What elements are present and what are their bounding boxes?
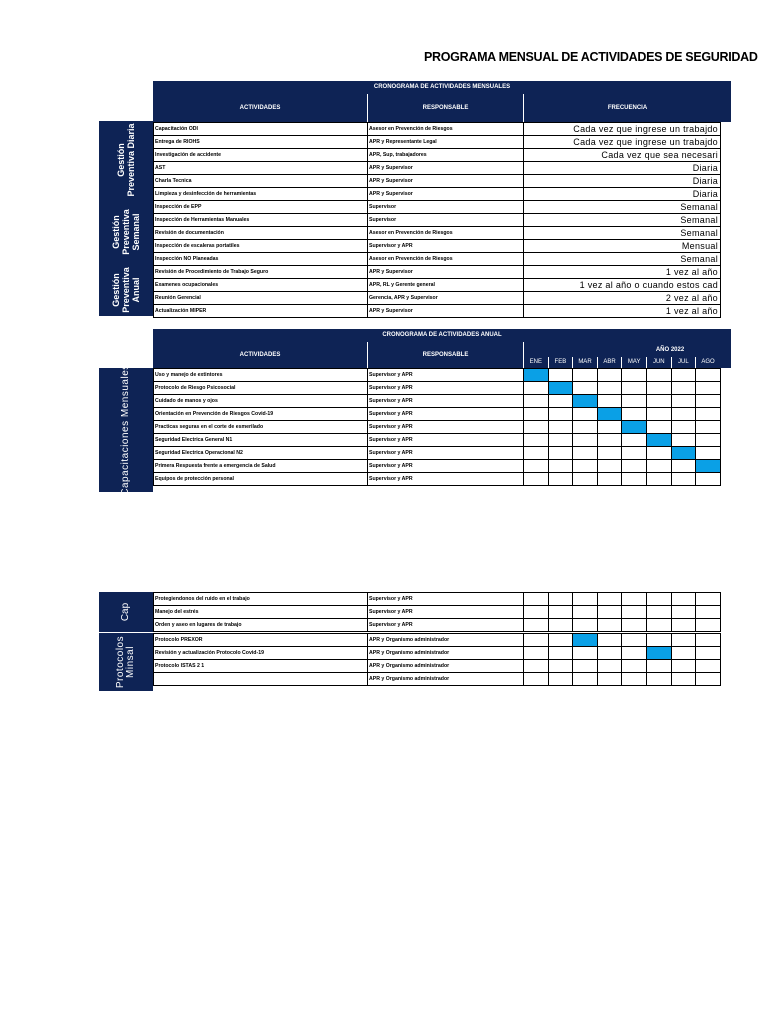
responsable-cell: APR y Representante Legal	[368, 136, 524, 149]
responsable-cell: APR y Organismo administrador	[368, 647, 524, 660]
month-cell	[524, 606, 549, 619]
group-label-capacitaciones: Capacitaciones Mensuales	[99, 368, 153, 492]
responsable-cell: Supervisor y APR	[368, 447, 524, 460]
month-cell	[573, 606, 598, 619]
activity-cell: Inspección de Herramientas Manuales	[154, 214, 368, 227]
month-cell	[696, 434, 721, 447]
month-cell	[671, 593, 696, 606]
activity-cell: Protocolo ISTAS 2 1	[154, 660, 368, 673]
table-row	[154, 253, 721, 266]
month-cell	[548, 447, 573, 460]
activity-cell: Revisión y actualización Protocolo Covid-19	[154, 647, 368, 660]
month-cell	[597, 606, 622, 619]
group-label-diaria: Gestión Preventiva Diaria	[99, 121, 153, 199]
table-row	[154, 214, 721, 227]
frecuencia-cell: Cada vez que sea necesari	[524, 149, 721, 162]
activity-cell: Equipos de protección personal	[154, 473, 368, 486]
month-cell	[548, 460, 573, 473]
activity-cell: Entrega de RIOHS	[154, 136, 368, 149]
annual-col-activities: ACTIVIDADES	[153, 342, 367, 368]
month-cell	[622, 408, 647, 421]
month-cell	[696, 421, 721, 434]
month-cell	[696, 382, 721, 395]
month-cell	[548, 421, 573, 434]
month-cell	[548, 606, 573, 619]
table-row	[154, 266, 721, 279]
table-row	[154, 136, 721, 149]
activity-cell: Limpieza y desinfección de herramientas	[154, 188, 368, 201]
month-cell	[671, 606, 696, 619]
group-label-protocolos: Protocolos Minsal	[99, 633, 153, 691]
month-cell	[573, 660, 598, 673]
month-cell	[573, 619, 598, 632]
annual-title: CRONOGRAMA DE ACTIVIDADES ANUAL	[153, 329, 731, 342]
month-cell	[646, 408, 671, 421]
table-row	[154, 606, 721, 619]
table-row	[154, 421, 721, 434]
responsable-cell: Gerencia, APR y Supervisor	[368, 292, 524, 305]
activity-cell: Primera Respuesta frente a emergencia de Salud	[154, 460, 368, 473]
month-cell	[671, 369, 696, 382]
month-cell	[696, 460, 721, 473]
responsable-cell: Supervisor y APR	[368, 421, 524, 434]
month-cell	[548, 408, 573, 421]
month-cell	[671, 447, 696, 460]
month-cell	[646, 369, 671, 382]
month-cell	[696, 606, 721, 619]
table-row	[154, 201, 721, 214]
month-cell	[597, 634, 622, 647]
month-cell	[622, 460, 647, 473]
monthly-table	[153, 122, 721, 318]
responsable-cell: Supervisor	[368, 214, 524, 227]
month-cell	[696, 447, 721, 460]
month-cell	[646, 593, 671, 606]
activity-cell: Protocolo PREXOR	[154, 634, 368, 647]
month-cell	[622, 606, 647, 619]
table-row	[154, 634, 721, 647]
month-cell	[671, 673, 696, 686]
month-cell	[524, 647, 549, 660]
responsable-cell: Supervisor y APR	[368, 369, 524, 382]
month-cell	[646, 634, 671, 647]
responsable-cell: APR y Supervisor	[368, 175, 524, 188]
month-header-jul: JUL	[671, 357, 696, 368]
month-cell	[548, 382, 573, 395]
month-cell	[646, 660, 671, 673]
month-cell	[696, 593, 721, 606]
responsable-cell: Supervisor y APR	[368, 593, 524, 606]
month-cell	[573, 460, 598, 473]
month-cell	[622, 593, 647, 606]
month-cell	[597, 660, 622, 673]
activity-cell: Reunión Gerencial	[154, 292, 368, 305]
activity-cell: Charla Tecnica	[154, 175, 368, 188]
table-row	[154, 162, 721, 175]
month-cell	[622, 660, 647, 673]
responsable-cell: Asesor en Prevención de Riesgos	[368, 227, 524, 240]
responsable-cell: Supervisor y APR	[368, 434, 524, 447]
month-cell	[524, 382, 549, 395]
activity-cell: Protocolo de Riesgo Psicosocial	[154, 382, 368, 395]
responsable-cell: APR y Supervisor	[368, 266, 524, 279]
month-cell	[524, 447, 549, 460]
activity-cell: AST	[154, 162, 368, 175]
month-cell	[671, 434, 696, 447]
activity-cell: Inspección de escaleras portatiles	[154, 240, 368, 253]
frecuencia-cell: Semanal	[524, 201, 721, 214]
activity-cell: Orden y aseo en lugares de trabajo	[154, 619, 368, 632]
table-row	[154, 149, 721, 162]
month-cell	[696, 408, 721, 421]
month-header-ago: AGO	[695, 357, 720, 368]
month-cell	[646, 619, 671, 632]
month-cell	[597, 421, 622, 434]
responsable-cell: Supervisor y APR	[368, 382, 524, 395]
month-cell	[573, 473, 598, 486]
frecuencia-cell: 2 vez al año	[524, 292, 721, 305]
monthly-col-activities: ACTIVIDADES	[153, 94, 367, 122]
month-cell	[696, 673, 721, 686]
month-cell	[646, 606, 671, 619]
responsable-cell: Asesor en Prevención de Riesgos	[368, 253, 524, 266]
month-cell	[671, 395, 696, 408]
month-cell	[671, 634, 696, 647]
activity-cell: Seguridad Electrica Operacional N2	[154, 447, 368, 460]
month-header-ene: ENE	[523, 357, 548, 368]
table-row	[154, 619, 721, 632]
activity-cell: Inspección de EPP	[154, 201, 368, 214]
month-cell	[548, 395, 573, 408]
month-cell	[671, 647, 696, 660]
group-label-cap: Cap	[99, 592, 153, 632]
responsable-cell: Supervisor y APR	[368, 473, 524, 486]
month-cell	[646, 421, 671, 434]
month-cell	[597, 473, 622, 486]
activity-cell: Capacitación ODI	[154, 123, 368, 136]
table-row	[154, 460, 721, 473]
activity-cell: Manejo del estrés	[154, 606, 368, 619]
responsable-cell: APR y Supervisor	[368, 188, 524, 201]
month-cell	[696, 369, 721, 382]
table-row	[154, 382, 721, 395]
frecuencia-cell: Diaria	[524, 175, 721, 188]
month-cell	[622, 395, 647, 408]
activity-cell: Revisión de documentación	[154, 227, 368, 240]
table-row	[154, 395, 721, 408]
month-header-mar: MAR	[572, 357, 597, 368]
month-cell	[622, 619, 647, 632]
table-row	[154, 673, 721, 686]
month-cell	[524, 434, 549, 447]
month-cell	[622, 673, 647, 686]
month-cell	[671, 660, 696, 673]
table-row	[154, 647, 721, 660]
activity-cell: Orientación en Prevención de Riesgos Covid-19	[154, 408, 368, 421]
responsable-cell: APR y Organismo administrador	[368, 660, 524, 673]
month-cell	[696, 647, 721, 660]
month-cell	[524, 460, 549, 473]
table-row	[154, 593, 721, 606]
month-cell	[573, 447, 598, 460]
month-cell	[597, 434, 622, 447]
month-header-jun: JUN	[646, 357, 671, 368]
month-cell	[524, 395, 549, 408]
annual-table-3	[153, 633, 721, 686]
activity-cell: Revisión de Procedimiento de Trabajo Seguro	[154, 266, 368, 279]
month-cell	[622, 473, 647, 486]
table-row	[154, 305, 721, 318]
month-cell	[524, 421, 549, 434]
responsable-cell: APR y Organismo administrador	[368, 634, 524, 647]
table-row	[154, 240, 721, 253]
month-cell	[696, 634, 721, 647]
month-cell	[548, 634, 573, 647]
month-header-feb: FEB	[548, 357, 573, 368]
month-cell	[646, 460, 671, 473]
frecuencia-cell: 1 vez al año o cuando estos cad	[524, 279, 721, 292]
month-cell	[573, 634, 598, 647]
month-cell	[646, 382, 671, 395]
table-row	[154, 175, 721, 188]
month-cell	[696, 660, 721, 673]
month-cell	[597, 619, 622, 632]
responsable-cell: Supervisor y APR	[368, 619, 524, 632]
month-cell	[646, 673, 671, 686]
month-cell	[524, 593, 549, 606]
month-cell	[573, 408, 598, 421]
month-cell	[622, 447, 647, 460]
frecuencia-cell: Diaria	[524, 188, 721, 201]
frecuencia-cell: Semanal	[524, 227, 721, 240]
month-cell	[548, 434, 573, 447]
annual-table-1	[153, 368, 721, 486]
table-row	[154, 434, 721, 447]
annual-table-2	[153, 592, 721, 632]
responsable-cell: Asesor en Prevención de Riesgos	[368, 123, 524, 136]
month-cell	[548, 473, 573, 486]
month-cell	[696, 619, 721, 632]
month-cell	[671, 460, 696, 473]
frecuencia-cell: Mensual	[524, 240, 721, 253]
month-cell	[671, 619, 696, 632]
month-cell	[548, 660, 573, 673]
activity-cell: Inspección NO Planeadas	[154, 253, 368, 266]
table-row	[154, 279, 721, 292]
table-row	[154, 369, 721, 382]
month-cell	[597, 593, 622, 606]
month-cell	[548, 673, 573, 686]
page-title: PROGRAMA MENSUAL DE ACTIVIDADES DE SEGURIDAD	[424, 50, 758, 64]
month-cell	[573, 369, 598, 382]
month-header-may: MAY	[621, 357, 646, 368]
table-row	[154, 447, 721, 460]
month-cell	[548, 593, 573, 606]
month-cell	[597, 647, 622, 660]
responsable-cell: APR, Sup, trabajadores	[368, 149, 524, 162]
table-row	[154, 408, 721, 421]
month-cell	[524, 408, 549, 421]
activity-cell: Seguridad Electrica General N1	[154, 434, 368, 447]
month-cell	[573, 593, 598, 606]
month-cell	[622, 434, 647, 447]
month-cell	[548, 369, 573, 382]
month-cell	[548, 619, 573, 632]
responsable-cell: Supervisor y APR	[368, 395, 524, 408]
responsable-cell: APR y Supervisor	[368, 162, 524, 175]
month-cell	[597, 408, 622, 421]
activity-cell: Actualización MIPER	[154, 305, 368, 318]
frecuencia-cell: Cada vez que ingrese un trabajdo	[524, 123, 721, 136]
table-row	[154, 227, 721, 240]
frecuencia-cell: Diaria	[524, 162, 721, 175]
frecuencia-cell: 1 vez al año	[524, 305, 721, 318]
monthly-col-frecuencia: FRECUENCIA	[523, 94, 731, 122]
activity-cell: Practicas seguras en el corte de esmerilado	[154, 421, 368, 434]
month-cell	[548, 647, 573, 660]
table-row	[154, 123, 721, 136]
responsable-cell: APR y Supervisor	[368, 305, 524, 318]
table-row	[154, 473, 721, 486]
frecuencia-cell: Semanal	[524, 253, 721, 266]
month-header-abr: ABR	[597, 357, 622, 368]
month-cell	[597, 395, 622, 408]
table-row	[154, 292, 721, 305]
responsable-cell: Supervisor	[368, 201, 524, 214]
month-cell	[646, 447, 671, 460]
month-cell	[671, 382, 696, 395]
activity-cell: Investigación de accidente	[154, 149, 368, 162]
month-cell	[646, 473, 671, 486]
month-cell	[696, 395, 721, 408]
responsable-cell: Supervisor y APR	[368, 460, 524, 473]
month-cell	[622, 382, 647, 395]
activity-cell: Examenes ocupacionales	[154, 279, 368, 292]
month-cell	[696, 473, 721, 486]
month-cell	[573, 421, 598, 434]
table-row	[154, 660, 721, 673]
responsable-cell: Supervisor y APR	[368, 240, 524, 253]
month-cell	[646, 647, 671, 660]
frecuencia-cell: Cada vez que ingrese un trabajdo	[524, 136, 721, 149]
monthly-col-responsable: RESPONSABLE	[367, 94, 523, 122]
month-cell	[573, 434, 598, 447]
responsable-cell: Supervisor y APR	[368, 606, 524, 619]
month-cell	[622, 421, 647, 434]
month-cell	[622, 369, 647, 382]
month-cell	[671, 473, 696, 486]
month-cell	[524, 634, 549, 647]
month-cell	[524, 673, 549, 686]
month-cell	[524, 473, 549, 486]
month-cell	[622, 634, 647, 647]
month-cell	[573, 673, 598, 686]
month-cell	[597, 673, 622, 686]
month-cell	[646, 434, 671, 447]
frecuencia-cell: 1 vez al año	[524, 266, 721, 279]
activity-cell: Uso y manejo de extintores	[154, 369, 368, 382]
month-cell	[597, 460, 622, 473]
month-cell	[573, 395, 598, 408]
responsable-cell: APR, RL y Gerente general	[368, 279, 524, 292]
responsable-cell: APR y Organismo administrador	[368, 673, 524, 686]
activity-cell: Cuidado de manos y ojos	[154, 395, 368, 408]
month-cell	[597, 369, 622, 382]
monthly-title: CRONOGRAMA DE ACTIVIDADES MENSUALES	[153, 81, 731, 94]
group-label-semanal: Gestión Preventiva Semanal	[99, 199, 153, 264]
annual-year: AÑO 2022	[655, 347, 685, 353]
month-cell	[573, 382, 598, 395]
responsable-cell: Supervisor y APR	[368, 408, 524, 421]
month-cell	[524, 619, 549, 632]
month-cell	[524, 660, 549, 673]
month-cell	[597, 382, 622, 395]
group-label-anual: Gestión Preventiva Anual	[99, 264, 153, 316]
activity-cell: Protegiendonos del ruido en el trabajo	[154, 593, 368, 606]
month-cell	[646, 395, 671, 408]
month-cell	[597, 447, 622, 460]
month-cell	[671, 421, 696, 434]
month-cell	[524, 369, 549, 382]
table-row	[154, 188, 721, 201]
month-cell	[573, 647, 598, 660]
month-cell	[622, 647, 647, 660]
activity-cell	[154, 673, 368, 686]
annual-col-responsable: RESPONSABLE	[367, 342, 523, 368]
month-cell	[671, 408, 696, 421]
frecuencia-cell: Semanal	[524, 214, 721, 227]
